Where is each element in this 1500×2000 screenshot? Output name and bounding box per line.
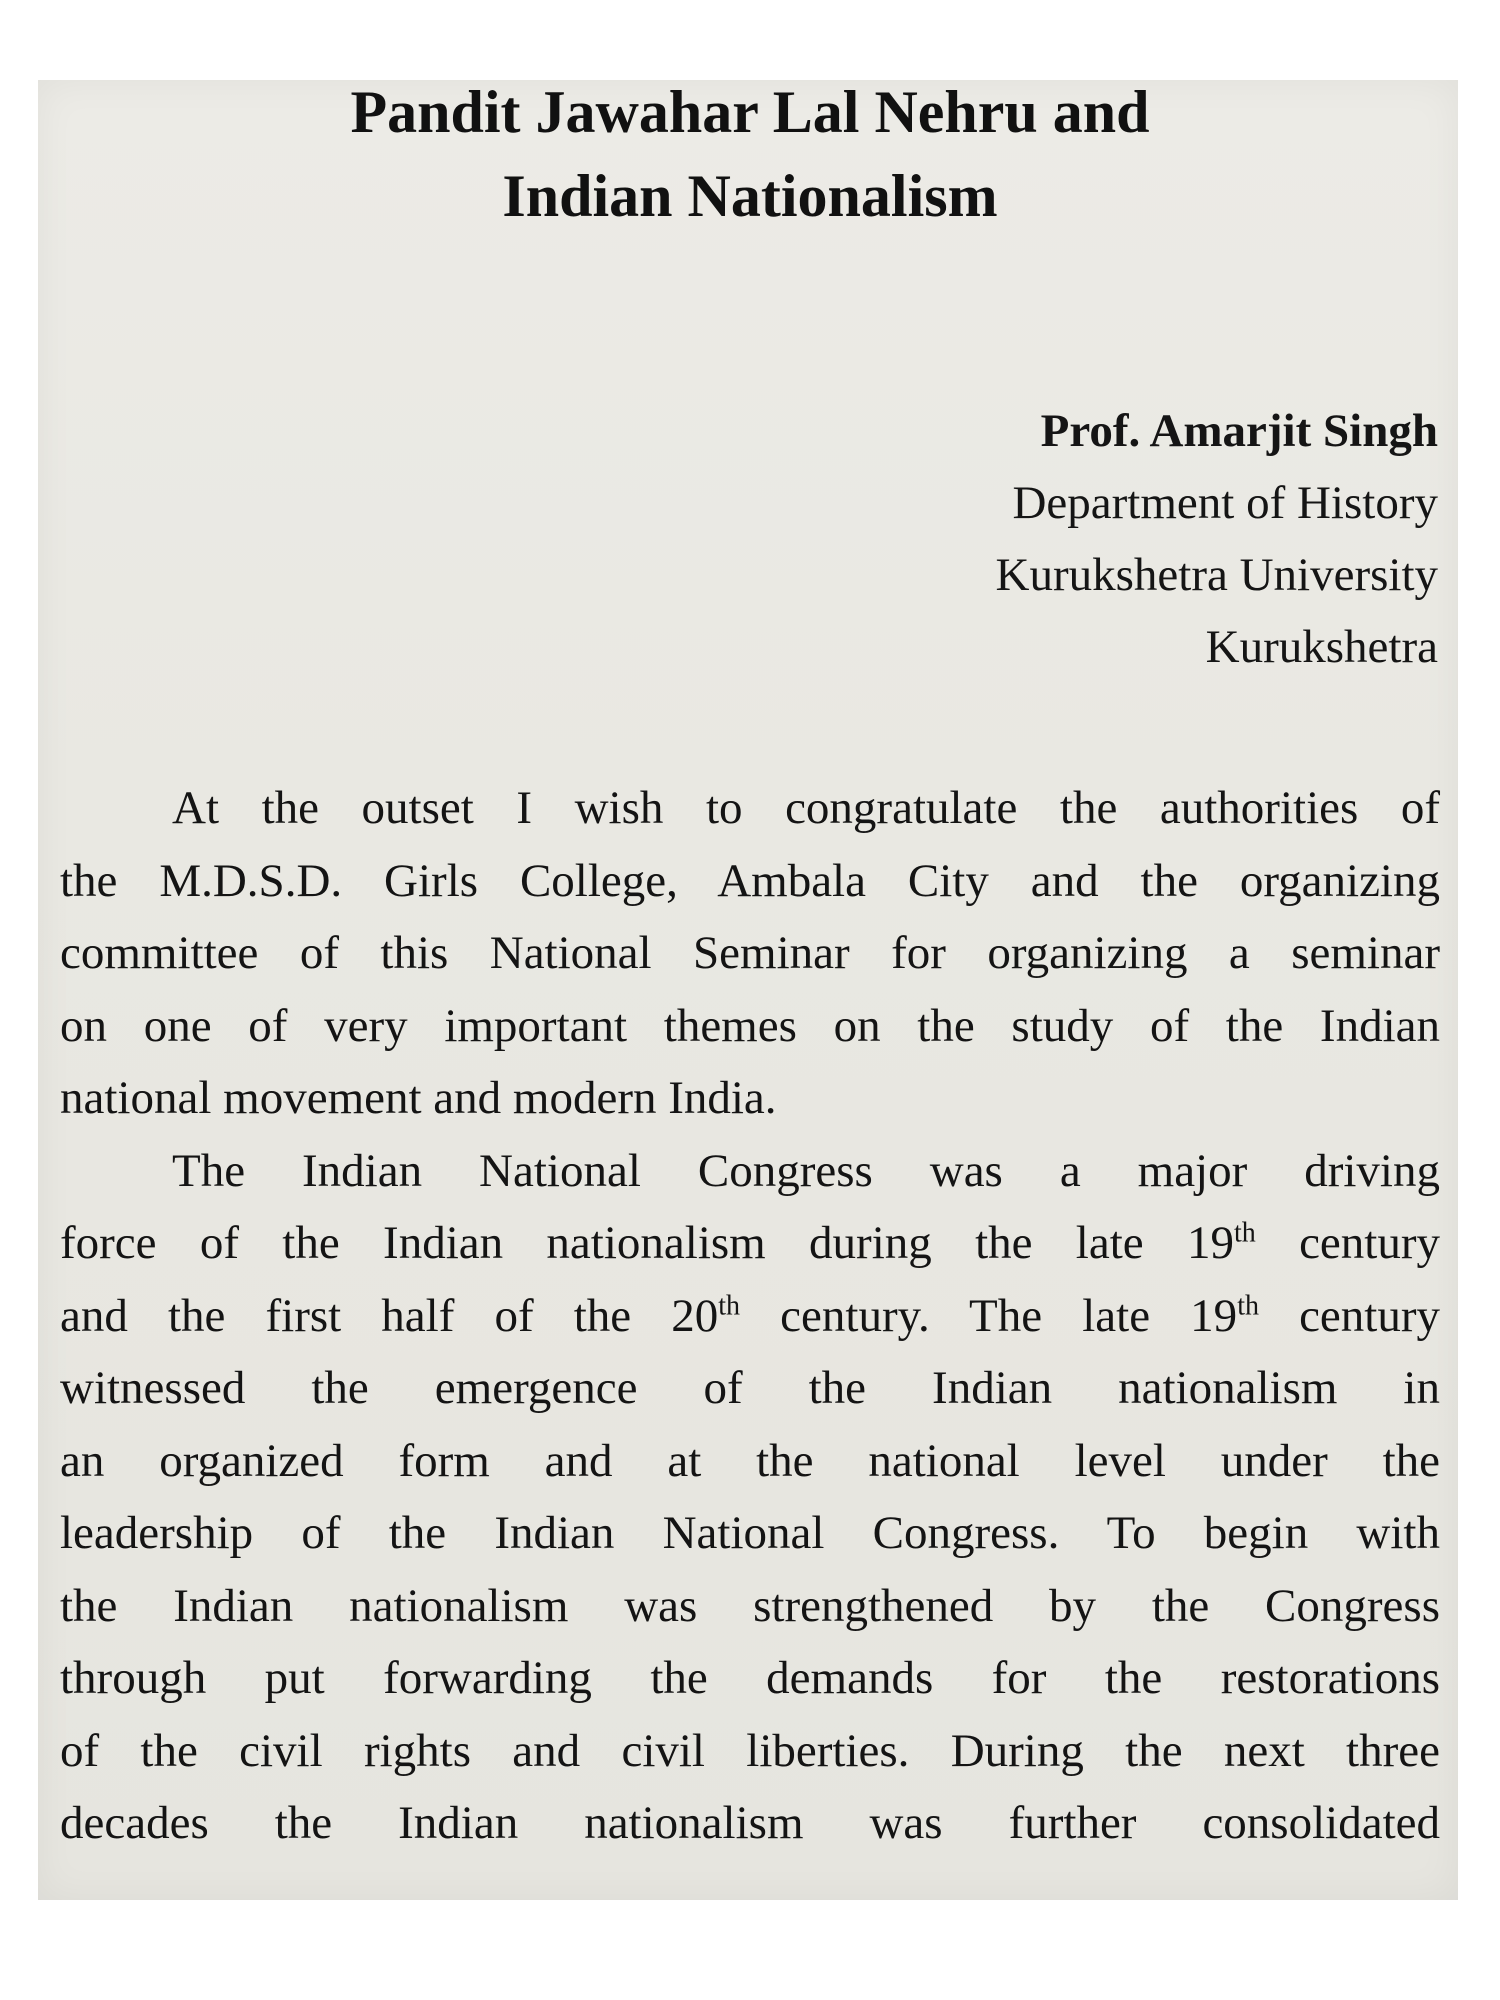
author-block [996,395,1438,683]
title-line-1: Pandit Jawahar Lal Nehru and [350,79,1150,145]
title-line-2: Indian Nationalism [502,163,998,229]
text-line [60,1280,1440,1353]
text-line: decades the Indian nationalism was further consolidated [60,1797,1440,1849]
author-university: Kurukshetra University [995,549,1438,601]
text-segment: and the first half of the 20 [60,1289,719,1342]
text-segment: century. The late 19 [740,1289,1238,1342]
text-line: the M.D.S.D. Girls College, Ambala City and the organizing [60,854,1440,907]
text-line: witnessed the emergence of the Indian nationalism in [60,1362,1440,1414]
paragraph-2 [60,1135,1440,1860]
text-line: national movement and modern India. [60,1072,777,1124]
text-line: leadership of the Indian National Congress. To begin with [60,1507,1440,1559]
text-segment: force of the Indian nationalism during the late 19 [60,1217,1234,1269]
text-line [60,1207,1440,1280]
text-segment: century [1258,1289,1441,1342]
text-line: committee of this National Seminar for organizing a seminar [60,927,1440,979]
superscript: th [718,1289,741,1321]
superscript: th [1237,1289,1259,1321]
text-line: The Indian National Congress was a major driving [172,1144,1440,1197]
author-department: Department of History [1012,477,1438,529]
text-line: an organized form and at the national level under the [60,1434,1440,1487]
text-line: on one of very important themes on the study of the Indian [60,999,1440,1052]
superscript: th [1233,1217,1256,1249]
document-title [0,70,1500,238]
paragraph-1 [60,772,1440,1135]
author-name: Prof. Amarjit Singh [1040,405,1438,457]
text-line: At the outset I wish to congratulate the authorities of [172,782,1440,834]
text-line: of the civil rights and civil liberties. During the next three [60,1724,1440,1777]
body-text [60,772,1440,1860]
author-city: Kurukshetra [1205,621,1438,673]
text-segment: century [1255,1217,1440,1269]
text-line: the Indian nationalism was strengthened by the Congress [60,1579,1440,1632]
text-line: through put forwarding the demands for the restorations [60,1652,1440,1704]
